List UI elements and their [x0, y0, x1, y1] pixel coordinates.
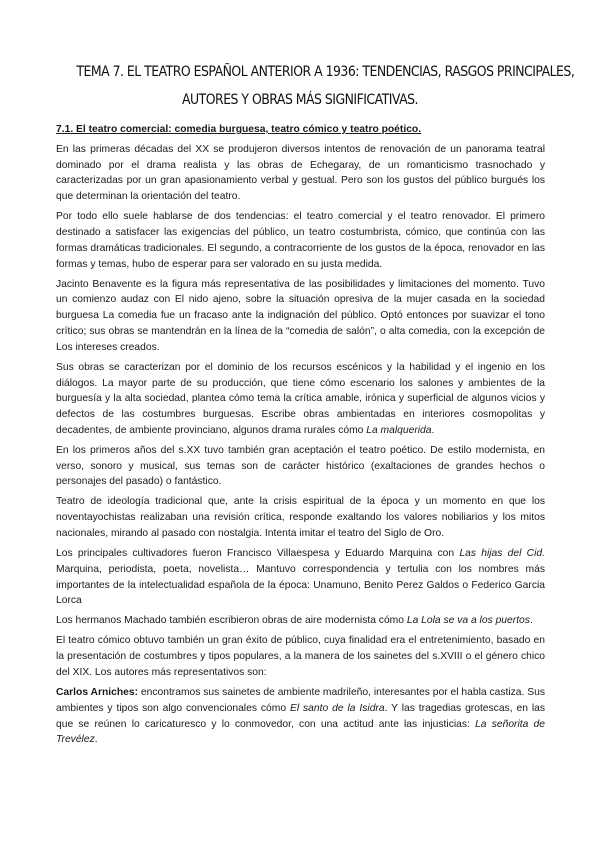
paragraph-8-end: . [529, 615, 533, 627]
work-title: El santo de la Isidra [289, 702, 385, 714]
paragraph-9: El teatro cómico obtuvo también un gran éxito de público, cuya finalidad era el entretenimiento, basado en la presentación de costumbres y tipos populares, a la manera de los sainetes del s.XVIII o el género chico del XIX. Los autores más representativos son: [56, 635, 545, 678]
paragraph-10-end: . [94, 734, 98, 746]
paragraph-5: En los primeros años del s.XX tuvo también gran aceptación el teatro poético. De estilo modernista, en verso, sonoro y musical, sus temas son de carácter histórico (exaltaciones de grandes hechos o personajes del pasado) o fantástico. [56, 444, 545, 488]
paragraph-1: En las primeras décadas del XX se produjeron diversos intentos de renovación de un panorama teatral dominado por el drama realista y las obras de Echegaray, de un romanticismo trasnochado y caracterizadas por un gran apasionamiento verbal y gestual. Pero son los gustos del público burgués los que determinan la orientación del teatro. [56, 143, 545, 203]
document-body [56, 122, 545, 752]
paragraph-3: Jacinto Benavente es la figura más representativa de las posibilidades y limitaciones del momento. Tuvo un comienzo audaz con El nido ajeno, sobre la situación opresiva de la mujer casada en la sociedad burguesa La comedia fue un fracaso ante la indignación del público. Optó entonces por suavizar el tono crítico; sus obras se mantendrán en la línea de la “comedia de salón”, o alta comedia, con la excepción de Los intereses creados. [56, 278, 545, 353]
paragraph-8-text: Los hermanos Machado también escribieron obras de aire modernista cómo [56, 615, 407, 627]
author-name: Carlos Arniches: [56, 686, 139, 698]
paragraph-4-end: . [431, 424, 435, 436]
paragraph-6: Teatro de ideología tradicional que, ante la crisis espiritual de la época y un momento en que los noventayochistas realizaban una revisión crítica, responde exaltando los valores nobiliarios y los mitos nacionales, mirando al pasado con nostalgia. Intenta imitar el teatro del Siglo de Oro. [56, 496, 545, 540]
page-title [76, 58, 575, 114]
paragraph-10 [56, 685, 545, 748]
paragraph-7-text: Los principales cultivadores fueron Francisco Villaespesa y Eduardo Marquina con [56, 548, 460, 560]
work-title: Las hijas del Cid. [459, 548, 545, 560]
work-title: La señorita de Trevélez [56, 718, 545, 746]
title-line-1: TEMA 7. EL TEATRO ESPAÑOL ANTERIOR A 1936: TENDENCIAS, RASGOS PRINCIPALES, [76, 64, 575, 80]
paragraph-10-text-2: . Y las tragedias grotescas, en las que se reúnen lo caricaturesco y lo conmovedor, con una actitud ante las injusticias: [56, 702, 545, 730]
paragraph-7-end: Marquina, periodista, poeta, novelista… Mantuvo correspondencia y tertulia con los nombres más importantes de la intelectualidad española de la época: Unamuno, Benito Perez Galdos o Federico Garcia Lorca [56, 563, 545, 607]
section-heading: 7.1. El teatro comercial: comedia burguesa, teatro cómico y teatro poético. [56, 124, 422, 135]
work-title: La Lola se va a los puertos [406, 615, 530, 627]
paragraph-4 [56, 360, 545, 439]
paragraph-4-text: Sus obras se caracterizan por el dominio de los recursos escénicos y la habilidad y el ingenio en los diálogos. La mayor parte de su producción, que tiene cómo escenario los salones y ambientes de la burguesía y la alta sociedad, plantea cómo tema la crítica amable, irónica y superficial de algunos vicios y defectos de las costumbres burguesas. Escribe obras ambientadas en interiores cosmopolitas y decadentes, de ambiente provinciano, algunos drama rurales cómo [56, 361, 545, 436]
work-title: La malquerida [366, 424, 432, 436]
paragraph-10-text: encontramos sus sainetes de ambiente madrileño, interesantes por el habla castiza. Sus ambientes y tipos son algo convencionales cómo [56, 686, 545, 714]
title-line-2: AUTORES Y OBRAS MÁS SIGNIFICATIVAS. [182, 92, 418, 108]
paragraph-8 [56, 613, 545, 629]
paragraph-7 [56, 546, 545, 609]
paragraph-2: Por todo ello suele hablarse de dos tendencias: el teatro comercial y el teatro renovador. El primero destinado a satisfacer las exigencias del público, un teatro costumbrista, cómico, que continúa con las formas dramáticas tradicionales. El segundo, a contracorriente de los gustos de la época, renovador en las formas y temas, hubo de esperar para ser valorado en su justa medida. [56, 211, 545, 270]
